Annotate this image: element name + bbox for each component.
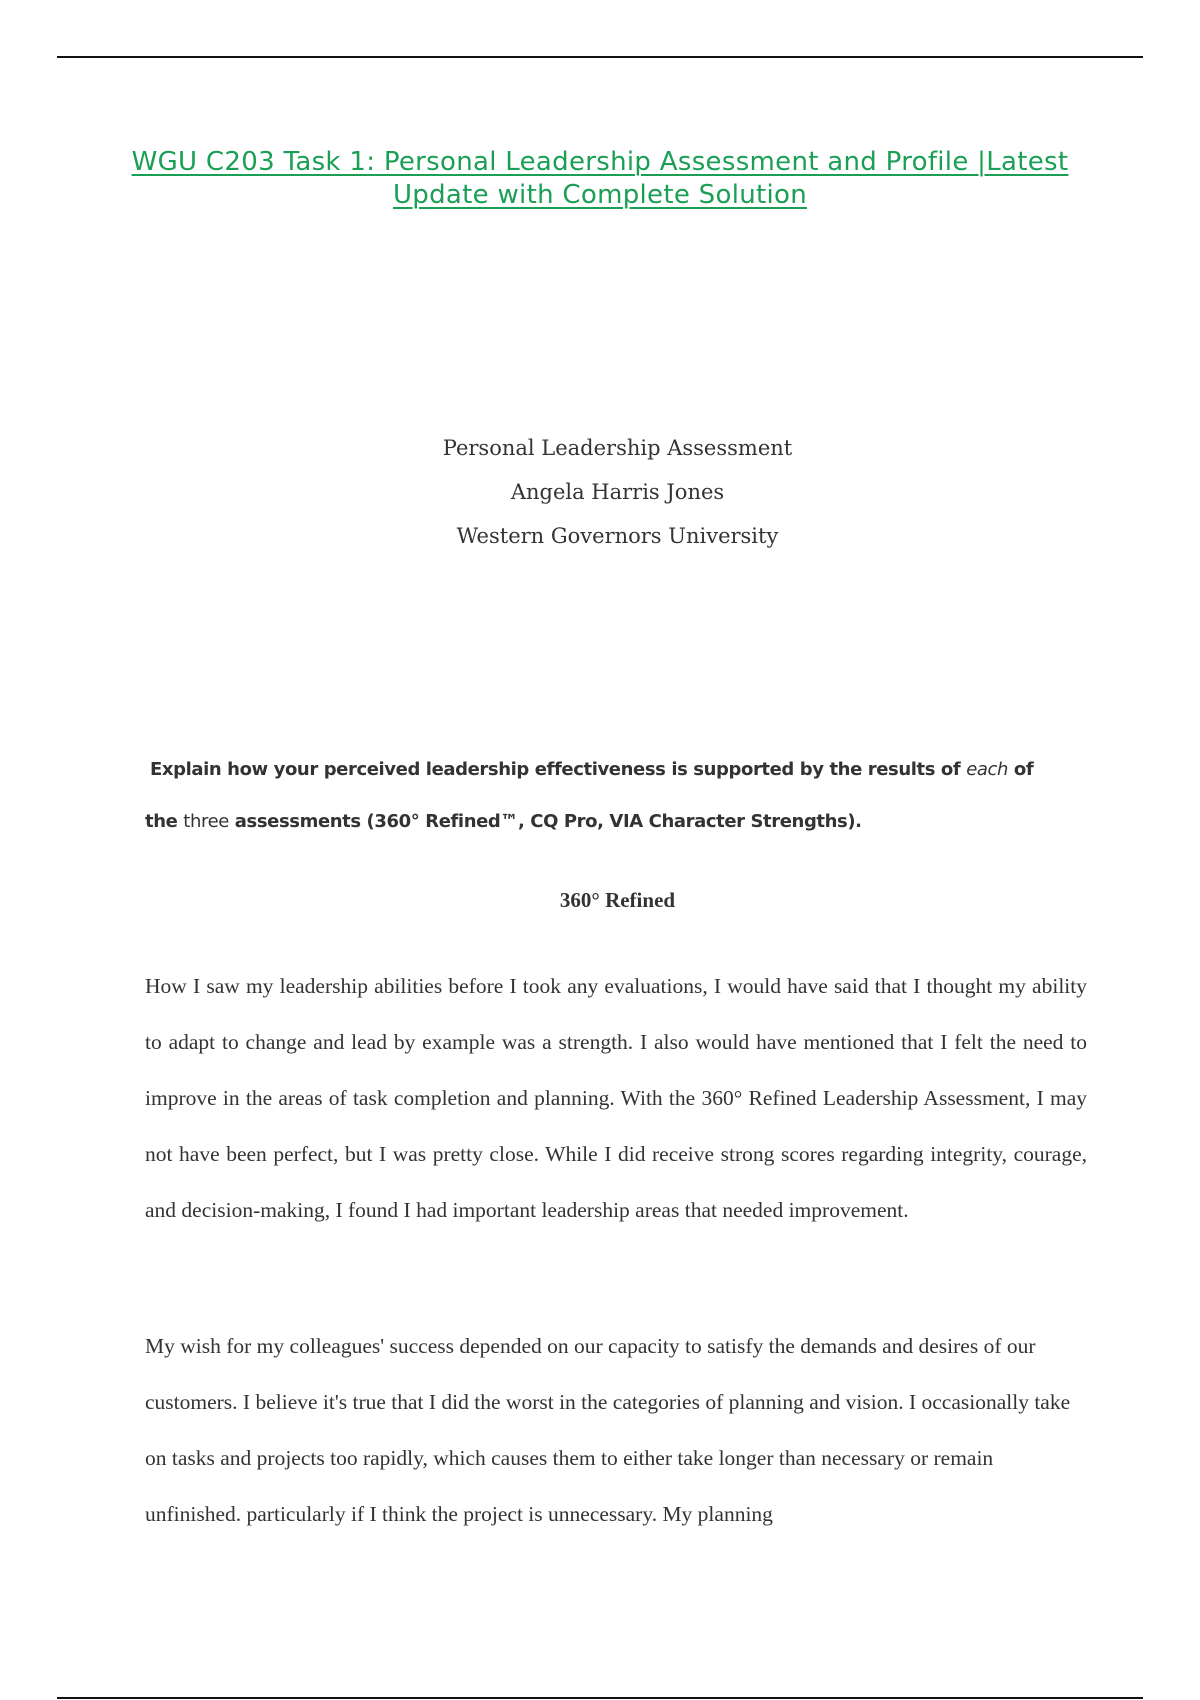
- author-name: Angela Harris Jones: [510, 480, 725, 504]
- assessment-prompt-line-1: [150, 759, 1110, 780]
- body-paragraph: How I saw my leadership abilities before I took any evaluations, I would have said that I thought my ability to adapt to change and lead by example was a strength. I also would have mentioned that I felt the need to improve in the areas of task completion and planning. With the 360° Refined Leadership Assessment, I may not have been perfect, but I was pretty close. While I did receive strong scores regarding integrity, courage, and decision-making, I found I had important leadership areas that needed improvement.: [145, 974, 1087, 1222]
- top-rule: [57, 56, 1143, 58]
- prompt-text: of: [1008, 759, 1034, 780]
- assessment-prompt-line-2: [145, 811, 1105, 832]
- section-heading: 360° Refined: [559, 888, 676, 912]
- prompt-text: the: [145, 811, 184, 832]
- institution-name: Western Governors University: [456, 524, 779, 548]
- prompt-text: assessments (360° Refined™, CQ Pro, VIA Character Strengths).: [228, 811, 862, 832]
- prompt-text: Explain how your perceived leadership effectiveness is supported by the results of: [150, 759, 967, 780]
- prompt-light-word: three: [183, 811, 229, 832]
- prompt-emphasis: each: [966, 759, 1009, 780]
- document-title: WGU C203 Task 1: Personal Leadership Assessment and Profile |Latest Update with Complete Solution: [131, 147, 1069, 210]
- report-title: Personal Leadership Assessment: [442, 436, 793, 460]
- bottom-rule: [57, 1697, 1143, 1699]
- body-paragraph: My wish for my colleagues' success depended on our capacity to satisfy the demands and desires of our customers. I believe it's true that I did the worst in the categories of planning and vision. I occasionally take on tasks and projects too rapidly, which causes them to either take longer than necessary or remain unfinished. particularly if I think the project is unnecessary. My planning: [145, 1334, 1071, 1526]
- cover-title-block: [200, 426, 1035, 558]
